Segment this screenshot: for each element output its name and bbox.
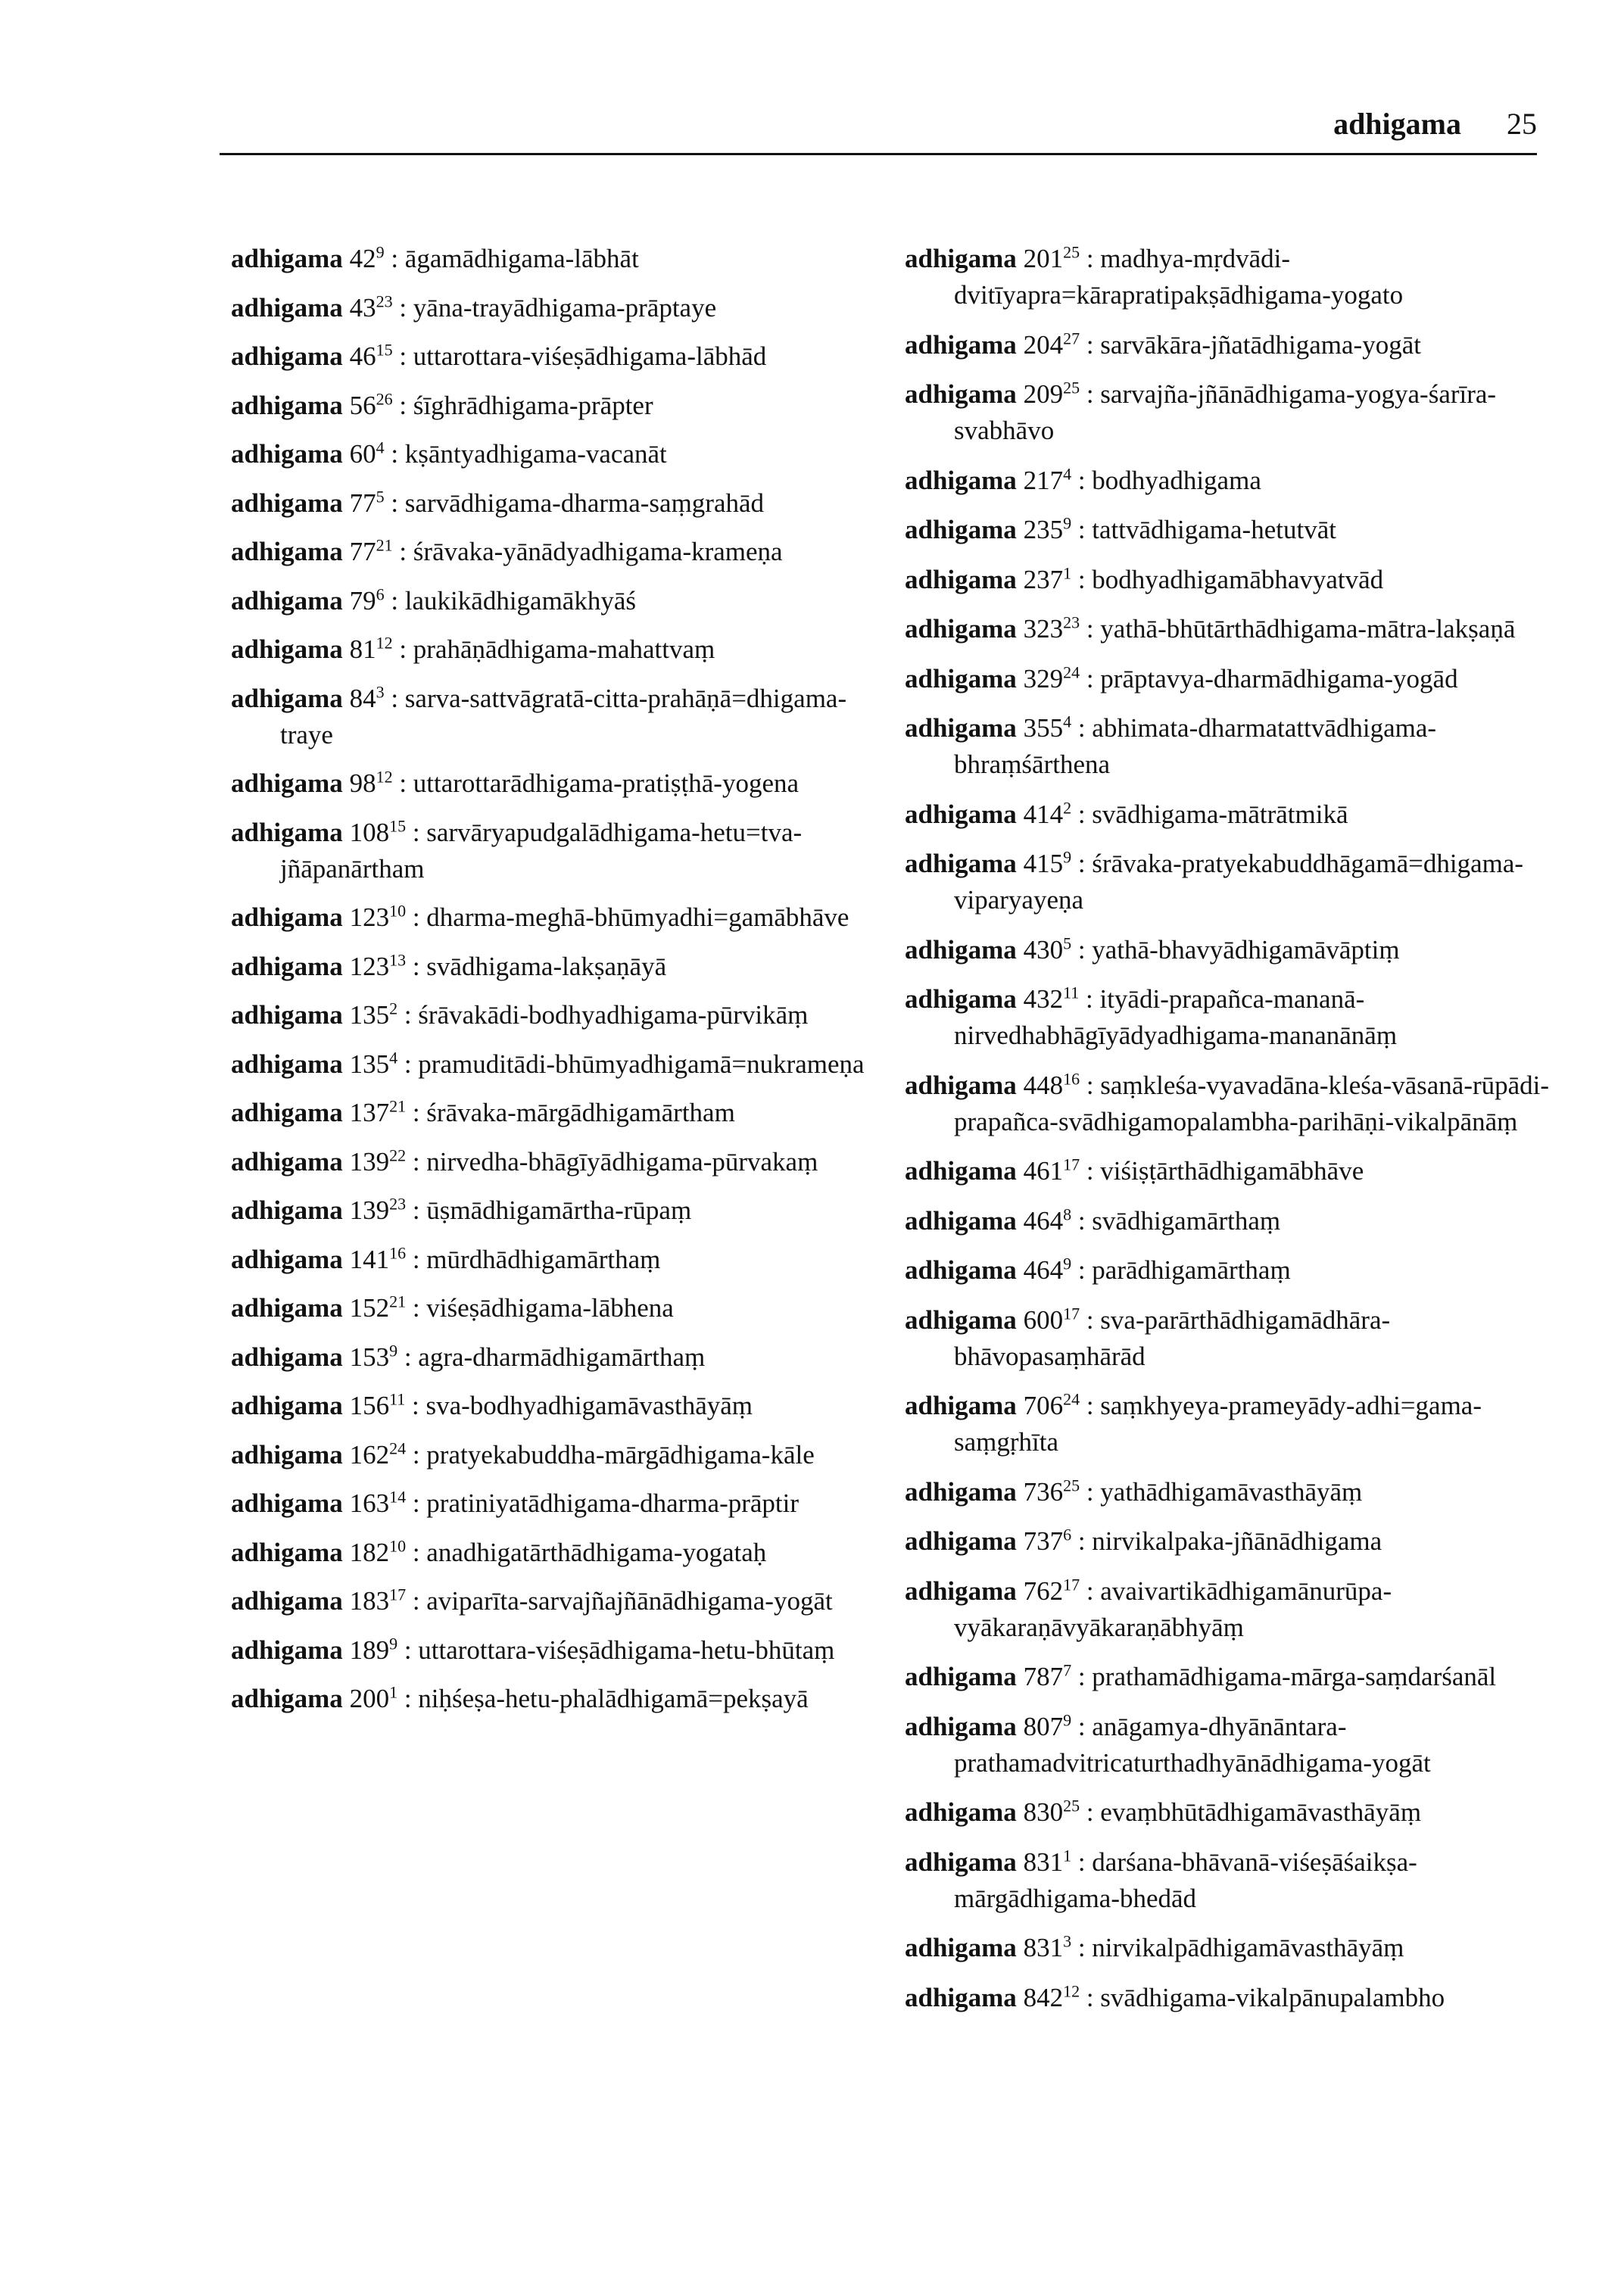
entry-text: pratyekabuddha-mārgādhigama-kāle xyxy=(426,1439,815,1470)
entry-page: 323 xyxy=(1023,614,1064,644)
entry-line-superscript: 7 xyxy=(1063,1660,1072,1680)
entry-text: abhimata-dharmatattvādhigama-bhraṃśārthena xyxy=(954,713,1437,779)
index-entry: adhigama $139^{23}$ : ūṣmādhigamārtha-rūpaṃ xyxy=(231,1194,692,1225)
index-entry: adhigama $432^{11}$ : ityādi-prapañca-mananā-nirvedhabhāgīyādyadhigama-mananānāṃ xyxy=(905,983,1398,1050)
entry-line-superscript: 15 xyxy=(389,815,407,835)
entry-text: svādhigamārthaṃ xyxy=(1092,1205,1281,1236)
index-entry: adhigama $46^{15}$ : uttarottara-viśeṣādhigama-lābhād xyxy=(231,340,767,371)
index-entry: adhigama $430^5$ : yathā-bhavyādhigamāvāptiṃ xyxy=(905,933,1400,965)
index-entry: adhigama $762^{17}$ : avaivartikādhigamānurūpa-vyākaraṇāvyākaraṇābhyāṃ xyxy=(905,1574,1392,1642)
entry-line-superscript: 17 xyxy=(1063,1303,1080,1323)
entry-headword: adhigama xyxy=(905,713,1017,743)
entry-headword: adhigama xyxy=(231,439,343,469)
entry-line-superscript: 27 xyxy=(1063,328,1080,348)
entry-line-superscript: 12 xyxy=(376,633,393,653)
index-entry: adhigama $831^3$ : nirvikalpādhigamāvasthāyāṃ xyxy=(905,1931,1404,1962)
entry-headword: adhigama xyxy=(905,1156,1017,1186)
entry-headword: adhigama xyxy=(905,1933,1017,1962)
entry-page: 137 xyxy=(349,1098,390,1127)
entry-page: 162 xyxy=(349,1439,390,1470)
entry-text: prahāṇādhigama-mahattvaṃ xyxy=(413,634,715,664)
entry-headword: adhigama xyxy=(905,379,1017,409)
entry-line-superscript: 11 xyxy=(1063,983,1080,1002)
entry-page: 464 xyxy=(1023,1255,1064,1285)
entry-headword: adhigama xyxy=(231,1195,343,1225)
index-entry: adhigama $152^{21}$ : viśeṣādhigama-lābhena xyxy=(231,1292,674,1323)
entry-page: 163 xyxy=(349,1488,390,1518)
entry-text: ityādi-prapañca-mananā-nirvedhabhāgīyādyadhigama-mananānāṃ xyxy=(954,984,1398,1050)
entry-text: yathā-bhūtārthādhigama-mātra-lakṣaṇā xyxy=(1100,614,1516,644)
index-entry: adhigama $123^{10}$ : dharma-meghā-bhūmyadhi=gamābhāve xyxy=(231,901,849,932)
entry-line-superscript: 13 xyxy=(389,949,407,969)
entry-line-superscript: 16 xyxy=(389,1242,407,1262)
entry-page: 600 xyxy=(1023,1304,1064,1335)
entry-page: 139 xyxy=(349,1195,390,1225)
entry-line-superscript: 3 xyxy=(1063,1931,1072,1951)
entry-page: 414 xyxy=(1023,799,1064,829)
entry-line-superscript: 12 xyxy=(1063,1981,1080,2000)
entry-line-superscript: 21 xyxy=(376,535,393,555)
entry-line-superscript: 1 xyxy=(389,1682,398,1702)
entry-line-superscript: 25 xyxy=(1063,1475,1080,1495)
index-entry: adhigama $204^{27}$ : sarvākāra-jñatādhigama-yogāt xyxy=(905,328,1421,360)
entry-line-superscript: 10 xyxy=(389,1535,407,1555)
index-entry: adhigama $77^{21}$ : śrāvaka-yānādyadhigama-krameṇa xyxy=(231,535,783,566)
entry-text: bodhyadhigamābhavyatvād xyxy=(1092,564,1384,594)
entry-line-superscript: 9 xyxy=(1063,1710,1072,1729)
entry-headword: adhigama xyxy=(905,1205,1017,1236)
entry-page: 830 xyxy=(1023,1797,1064,1827)
index-entry: adhigama $414^2$ : svādhigama-mātrātmikā xyxy=(905,797,1348,829)
entry-text: yāna-trayādhigama-prāptaye xyxy=(413,292,717,323)
entry-page: 46 xyxy=(349,341,376,371)
index-entry: adhigama $600^{17}$ : sva-parārthādhigamādhāra-bhāvopasaṃhārād xyxy=(905,1303,1391,1371)
index-entry: adhigama $830^{25}$ : evaṃbhūtādhigamāvasthāyāṃ xyxy=(905,1796,1422,1827)
entry-line-superscript: 23 xyxy=(389,1194,407,1214)
entry-line-superscript: 24 xyxy=(1063,1389,1080,1409)
entry-page: 706 xyxy=(1023,1391,1064,1420)
index-entry: adhigama $807^9$ : anāgamya-dhyānāntara-prathamadvitricaturthadhyānādhigama-yogāt xyxy=(905,1710,1431,1778)
index-entry: adhigama $787^7$ : prathamādhigama-mārga-saṃdarśanāl xyxy=(905,1660,1497,1691)
entry-page: 209 xyxy=(1023,379,1064,409)
index-entry: adhigama $84^3$ : sarva-sattvāgratā-citta-prahāṇā=dhigama-traye xyxy=(231,681,847,750)
entry-text: uttarottara-viśeṣādhigama-hetu-bhūtaṃ xyxy=(418,1635,835,1665)
entry-page: 807 xyxy=(1023,1711,1064,1741)
index-entry: adhigama $123^{13}$ : svādhigama-lakṣaṇāyā xyxy=(231,949,667,981)
entry-text: prāptavya-dharmādhigama-yogād xyxy=(1100,663,1458,693)
entry-page: 135 xyxy=(349,1000,390,1030)
entry-text: viśeṣādhigama-lābhena xyxy=(426,1293,674,1323)
entry-headword: adhigama xyxy=(231,390,343,420)
entry-page: 237 xyxy=(1023,564,1064,594)
entry-headword: adhigama xyxy=(231,1391,343,1420)
index-entry: adhigama $156^{11}$ : sva-bodhyadhigamāvasthāyāṃ xyxy=(231,1389,753,1420)
entry-text: śīghrādhigama-prāpter xyxy=(413,390,653,420)
index-entry: adhigama $163^{14}$ : pratiniyatādhigama-dharma-prāptir xyxy=(231,1487,800,1518)
header-rule xyxy=(220,153,1537,155)
entry-page: 430 xyxy=(1023,934,1064,965)
entry-text: sva-parārthādhigamādhāra-bhāvopasaṃhārād xyxy=(954,1304,1391,1371)
entry-text: aviparīta-sarvajñajñānādhigama-yogāt xyxy=(426,1586,833,1616)
index-entry: adhigama $329^{24}$ : prāptavya-dharmādhigama-yogād xyxy=(905,662,1458,693)
entry-headword: adhigama xyxy=(905,614,1017,644)
entry-headword: adhigama xyxy=(231,488,343,518)
entry-line-superscript: 4 xyxy=(1063,712,1072,731)
index-entry: adhigama $182^{10}$ : anadhigatārthādhigama-yogataḥ xyxy=(231,1535,767,1567)
entry-text: śrāvaka-mārgādhigamārtham xyxy=(426,1098,735,1127)
entry-line-superscript: 17 xyxy=(389,1585,407,1604)
index-entry: adhigama $79^6$ : laukikādhigamākhyāś xyxy=(231,584,636,616)
entry-page: 737 xyxy=(1023,1526,1064,1556)
index-entry: adhigama $189^9$ : uttarottara-viśeṣādhigama-hetu-bhūtaṃ xyxy=(231,1633,835,1665)
entry-line-superscript: 2 xyxy=(389,999,398,1018)
entry-page: 77 xyxy=(349,488,376,518)
index-entry: adhigama $448^{16}$ : saṃkleśa-vyavadāna-kleśa-vāsanā-rūpādi-prapañca-svādhigamopalambha-parihāṇi-vikalpānāṃ xyxy=(905,1068,1550,1136)
index-entry: adhigama $108^{15}$ : sarvāryapudgalādhigama-hetu=tva-jñāpanārtham xyxy=(231,815,803,884)
entry-headword: adhigama xyxy=(905,1391,1017,1420)
entry-line-superscript: 11 xyxy=(389,1389,406,1409)
entry-line-superscript: 4 xyxy=(376,438,385,457)
entry-text: śrāvaka-pratyekabuddhāgamā=dhigama-viparyayeṇa xyxy=(954,849,1524,915)
entry-line-superscript: 9 xyxy=(1063,847,1072,867)
entry-line-superscript: 22 xyxy=(389,1145,407,1164)
entry-page: 415 xyxy=(1023,849,1064,878)
entry-page: 123 xyxy=(349,951,390,981)
index-entry: adhigama $162^{24}$ : pratyekabuddha-mārgādhigama-kāle xyxy=(231,1438,815,1470)
entry-headword: adhigama xyxy=(905,1476,1017,1507)
entry-headword: adhigama xyxy=(905,1526,1017,1556)
entry-headword: adhigama xyxy=(231,585,343,616)
index-entry: adhigama $98^{12}$ : uttarottarādhigama-pratiṣṭhā-yogena xyxy=(231,767,800,798)
entry-line-superscript: 25 xyxy=(1063,378,1080,397)
entry-line-superscript: 15 xyxy=(376,340,393,360)
entry-text: kṣāntyadhigama-vacanāt xyxy=(404,439,667,469)
entry-page: 141 xyxy=(349,1244,390,1274)
index-entry: adhigama $461^{17}$ : viśiṣṭārthādhigamābhāve xyxy=(905,1155,1364,1186)
entry-page: 42 xyxy=(349,244,376,273)
entry-headword: adhigama xyxy=(905,1982,1017,2012)
index-entry: adhigama $237^1$ : bodhyadhigamābhavyatvād xyxy=(905,563,1384,594)
entry-line-superscript: 9 xyxy=(389,1340,398,1360)
entry-page: 182 xyxy=(349,1537,390,1567)
entry-page: 762 xyxy=(1023,1576,1064,1606)
entry-text: śrāvakādi-bodhyadhigama-pūrvikāṃ xyxy=(418,1000,809,1030)
entry-headword: adhigama xyxy=(905,663,1017,693)
right-column xyxy=(905,241,1556,2029)
entry-line-superscript: 9 xyxy=(389,1633,398,1653)
entry-text: niḥśeṣa-hetu-phalādhigamā=pekṣayā xyxy=(418,1684,809,1713)
entry-line-superscript: 1 xyxy=(1063,1845,1072,1865)
entry-line-superscript: 2 xyxy=(1063,797,1072,817)
entry-page: 98 xyxy=(349,768,376,798)
entry-text: viśiṣṭārthādhigamābhāve xyxy=(1100,1156,1364,1186)
index-entry: adhigama $135^2$ : śrāvakādi-bodhyadhigama-pūrvikāṃ xyxy=(231,999,809,1030)
entry-line-superscript: 4 xyxy=(389,1047,398,1067)
entry-page: 84 xyxy=(349,683,376,713)
entry-page: 461 xyxy=(1023,1156,1064,1186)
index-entry: adhigama $43^{23}$ : yāna-trayādhigama-prāptaye xyxy=(231,291,717,323)
entry-headword: adhigama xyxy=(905,1304,1017,1335)
entry-headword: adhigama xyxy=(231,1537,343,1567)
entry-line-superscript: 9 xyxy=(1063,513,1072,533)
entry-headword: adhigama xyxy=(905,1797,1017,1827)
index-entry: adhigama $736^{25}$ : yathādhigamāvasthāyāṃ xyxy=(905,1475,1363,1507)
entry-text: āgamādhigama-lābhāt xyxy=(404,244,639,273)
entry-text: sarvāryapudgalādhigama-hetu=tva-jñāpanārtham xyxy=(280,817,803,884)
entry-headword: adhigama xyxy=(231,951,343,981)
index-entry: adhigama $183^{17}$ : aviparīta-sarvajñajñānādhigama-yogāt xyxy=(231,1585,833,1616)
entry-headword: adhigama xyxy=(231,244,343,273)
entry-line-superscript: 3 xyxy=(376,681,385,701)
entry-page: 736 xyxy=(1023,1476,1064,1507)
entry-page: 108 xyxy=(349,817,390,847)
entry-page: 81 xyxy=(349,634,376,664)
entry-page: 201 xyxy=(1023,244,1064,273)
entry-text: mūrdhādhigamārthaṃ xyxy=(426,1244,661,1274)
entry-headword: adhigama xyxy=(905,799,1017,829)
entry-page: 123 xyxy=(349,902,390,932)
entry-line-superscript: 6 xyxy=(376,584,385,603)
entry-line-superscript: 24 xyxy=(389,1438,407,1457)
entry-text: uttarottarādhigama-pratiṣṭhā-yogena xyxy=(413,768,800,798)
entry-text: yathādhigamāvasthāyāṃ xyxy=(1100,1476,1363,1507)
entry-text: sarvādhigama-dharma-saṃgrahād xyxy=(404,488,765,518)
entry-headword: adhigama xyxy=(231,902,343,932)
entry-headword: adhigama xyxy=(231,1000,343,1030)
entry-page: 432 xyxy=(1023,984,1064,1014)
index-entry: adhigama $706^{24}$ : saṃkhyeya-prameyādy-adhi=gama-saṃgṛhīta xyxy=(905,1389,1482,1457)
entry-text: uttarottara-viśeṣādhigama-lābhād xyxy=(413,341,767,371)
entry-page: 329 xyxy=(1023,663,1064,693)
index-entry: adhigama $141^{16}$ : mūrdhādhigamārthaṃ xyxy=(231,1242,661,1274)
entry-line-superscript: 23 xyxy=(1063,612,1080,632)
entry-page: 139 xyxy=(349,1146,390,1177)
entry-headword: adhigama xyxy=(905,564,1017,594)
entry-line-superscript: 4 xyxy=(1063,463,1072,483)
entry-text: darśana-bhāvanā-viśeṣāśaikṣa-mārgādhigama-bhedād xyxy=(954,1847,1417,1913)
entry-text: nirvikalpaka-jñānādhigama xyxy=(1092,1526,1382,1556)
entry-line-superscript: 21 xyxy=(389,1096,407,1116)
entry-page: 60 xyxy=(349,439,376,469)
header-word: adhigama xyxy=(1333,107,1461,141)
index-entry: adhigama $42^9$ : āgamādhigama-lābhāt xyxy=(231,242,639,273)
entry-text: svādhigama-mātrātmikā xyxy=(1092,799,1348,829)
entry-line-superscript: 23 xyxy=(376,291,393,310)
entry-page: 183 xyxy=(349,1586,390,1616)
entry-text: yathā-bhavyādhigamāvāptiṃ xyxy=(1092,934,1400,965)
entry-page: 831 xyxy=(1023,1847,1064,1877)
index-entry: adhigama $135^4$ : pramuditādi-bhūmyadhigamā=nukrameṇa xyxy=(231,1047,865,1079)
entry-line-superscript: 17 xyxy=(1063,1574,1080,1594)
entry-headword: adhigama xyxy=(231,341,343,371)
entry-page: 204 xyxy=(1023,329,1064,360)
entry-text: sarvajña-jñānādhigama-yogya-śarīra-svabhāvo xyxy=(954,379,1497,445)
entry-headword: adhigama xyxy=(905,1662,1017,1691)
entry-line-superscript: 5 xyxy=(1063,933,1072,952)
index-entry: adhigama $81^{12}$ : prahāṇādhigama-mahattvaṃ xyxy=(231,633,715,664)
entry-text: saṃkhyeya-prameyādy-adhi=gama-saṃgṛhīta xyxy=(954,1391,1482,1457)
entry-headword: adhigama xyxy=(231,1293,343,1323)
index-entry: adhigama $323^{23}$ : yathā-bhūtārthādhigama-mātra-lakṣaṇā xyxy=(905,612,1516,644)
entry-page: 842 xyxy=(1023,1982,1064,2012)
index-entry: adhigama $153^9$ : agra-dharmādhigamārthaṃ xyxy=(231,1340,706,1372)
entry-page: 200 xyxy=(349,1684,390,1713)
entry-headword: adhigama xyxy=(905,1847,1017,1877)
entry-headword: adhigama xyxy=(905,1255,1017,1285)
entry-headword: adhigama xyxy=(231,1439,343,1470)
entry-text: sva-bodhyadhigamāvasthāyāṃ xyxy=(425,1391,753,1420)
entry-headword: adhigama xyxy=(905,984,1017,1014)
index-entry: adhigama $355^4$ : abhimata-dharmatattvādhigama-bhraṃśārthena xyxy=(905,712,1437,779)
index-entry: adhigama $842^{12}$ : svādhigama-vikalpānupalambho xyxy=(905,1981,1445,2012)
index-entry: adhigama $200^1$ : niḥśeṣa-hetu-phalādhigamā=pekṣayā xyxy=(231,1682,809,1713)
entry-page: 153 xyxy=(349,1342,390,1372)
entry-text: prathamādhigama-mārga-saṃdarśanāl xyxy=(1092,1662,1497,1691)
entry-line-superscript: 26 xyxy=(376,388,393,408)
running-header xyxy=(220,106,1537,142)
entry-line-superscript: 10 xyxy=(389,901,407,921)
entry-headword: adhigama xyxy=(231,817,343,847)
entry-headword: adhigama xyxy=(231,1684,343,1713)
entry-text: madhya-mṛdvādi-dvitīyapra=kārapratipakṣādhigama-yogato xyxy=(954,244,1404,310)
entry-page: 448 xyxy=(1023,1070,1064,1100)
entry-page: 787 xyxy=(1023,1662,1064,1691)
index-entry: adhigama $56^{26}$ : śīghrādhigama-prāpter xyxy=(231,388,653,420)
entry-line-superscript: 14 xyxy=(389,1487,407,1507)
entry-headword: adhigama xyxy=(231,292,343,323)
index-entry: adhigama $464^8$ : svādhigamārthaṃ xyxy=(905,1204,1281,1236)
entry-text: agra-dharmādhigamārthaṃ xyxy=(418,1342,706,1372)
entry-text: svādhigama-vikalpānupalambho xyxy=(1100,1982,1445,2012)
entry-headword: adhigama xyxy=(231,1098,343,1127)
index-entry: adhigama $77^5$ : sarvādhigama-dharma-saṃgrahād xyxy=(231,486,765,518)
entry-headword: adhigama xyxy=(905,849,1017,878)
entry-line-superscript: 6 xyxy=(1063,1525,1072,1544)
entry-line-superscript: 17 xyxy=(1063,1155,1080,1174)
entry-headword: adhigama xyxy=(905,1711,1017,1741)
entry-text: ūṣmādhigamārtha-rūpaṃ xyxy=(426,1195,692,1225)
entry-page: 156 xyxy=(349,1391,390,1420)
entry-text: nirvedha-bhāgīyādhigama-pūrvakaṃ xyxy=(426,1146,818,1177)
entry-line-superscript: 1 xyxy=(1063,563,1072,582)
entry-line-superscript: 12 xyxy=(376,767,393,787)
entry-page: 355 xyxy=(1023,713,1064,743)
left-column xyxy=(231,241,897,1730)
entry-line-superscript: 9 xyxy=(376,242,385,262)
entry-text: saṃkleśa-vyavadāna-kleśa-vāsanā-rūpādi-prapañca-svādhigamopalambha-parihāṇi-vikalpānāṃ xyxy=(954,1070,1550,1136)
entry-headword: adhigama xyxy=(231,537,343,566)
entry-headword: adhigama xyxy=(231,1146,343,1177)
entry-headword: adhigama xyxy=(231,1635,343,1665)
entry-text: sarva-sattvāgratā-citta-prahāṇā=dhigama-traye xyxy=(280,683,847,750)
entry-text: anadhigatārthādhigama-yogataḥ xyxy=(426,1537,767,1567)
index-entry: adhigama $217^4$ : bodhyadhigama xyxy=(905,463,1261,495)
entry-headword: adhigama xyxy=(231,1342,343,1372)
entry-page: 56 xyxy=(349,390,376,420)
entry-headword: adhigama xyxy=(905,934,1017,965)
entry-page: 43 xyxy=(349,292,376,323)
entry-line-superscript: 9 xyxy=(1063,1254,1072,1273)
entry-text: bodhyadhigama xyxy=(1092,465,1261,495)
index-entry: adhigama $831^1$ : darśana-bhāvanā-viśeṣāśaikṣa-mārgādhigama-bhedād xyxy=(905,1845,1417,1913)
entry-text: anāgamya-dhyānāntara-prathamadvitricaturthadhyānādhigama-yogāt xyxy=(954,1711,1431,1778)
entry-headword: adhigama xyxy=(231,1244,343,1274)
entry-text: avaivartikādhigamānurūpa-vyākaraṇāvyākaraṇābhyāṃ xyxy=(954,1576,1392,1642)
entry-text: svādhigama-lakṣaṇāyā xyxy=(426,951,667,981)
entry-text: tattvādhigama-hetutvāt xyxy=(1092,515,1336,544)
entry-line-superscript: 8 xyxy=(1063,1204,1072,1223)
entry-headword: adhigama xyxy=(905,1576,1017,1606)
entry-text: laukikādhigamākhyāś xyxy=(404,585,636,616)
entry-page: 189 xyxy=(349,1635,390,1665)
entry-text: nirvikalpādhigamāvasthāyāṃ xyxy=(1092,1933,1404,1962)
index-entry: adhigama $464^9$ : parādhigamārthaṃ xyxy=(905,1254,1291,1285)
entry-headword: adhigama xyxy=(231,634,343,664)
entry-page: 464 xyxy=(1023,1205,1064,1236)
entry-headword: adhigama xyxy=(231,768,343,798)
entry-text: evaṃbhūtādhigamāvasthāyāṃ xyxy=(1100,1797,1422,1827)
entry-page: 831 xyxy=(1023,1933,1064,1962)
entry-text: pramuditādi-bhūmyadhigamā=nukrameṇa xyxy=(418,1049,865,1079)
entry-page: 235 xyxy=(1023,515,1064,544)
entry-page: 77 xyxy=(349,537,376,566)
entry-line-superscript: 24 xyxy=(1063,662,1080,681)
entry-line-superscript: 16 xyxy=(1063,1068,1080,1088)
entry-line-superscript: 25 xyxy=(1063,1796,1080,1816)
entry-headword: adhigama xyxy=(905,244,1017,273)
index-entry: adhigama $201^{25}$ : madhya-mṛdvādi-dvitīyapra=kārapratipakṣādhigama-yogato xyxy=(905,242,1404,310)
entry-text: parādhigamārthaṃ xyxy=(1092,1255,1291,1285)
entry-headword: adhigama xyxy=(905,515,1017,544)
entry-headword: adhigama xyxy=(231,1488,343,1518)
entry-line-superscript: 5 xyxy=(376,486,385,506)
entry-text: dharma-meghā-bhūmyadhi=gamābhāve xyxy=(426,902,849,932)
index-entry: adhigama $415^9$ : śrāvaka-pratyekabuddhāgamā=dhigama-viparyayeṇa xyxy=(905,847,1524,915)
index-entry: adhigama $209^{25}$ : sarvajña-jñānādhigama-yogya-śarīra-svabhāvo xyxy=(905,378,1497,445)
entry-headword: adhigama xyxy=(905,1070,1017,1100)
index-entry: adhigama $60^4$ : kṣāntyadhigama-vacanāt xyxy=(231,438,667,469)
index-entry: adhigama $737^6$ : nirvikalpaka-jñānādhigama xyxy=(905,1525,1382,1556)
entry-page: 217 xyxy=(1023,465,1064,495)
entry-text: pratiniyatādhigama-dharma-prāptir xyxy=(426,1488,800,1518)
entry-page: 79 xyxy=(349,585,376,616)
entry-text: śrāvaka-yānādyadhigama-krameṇa xyxy=(413,537,783,566)
entry-text: sarvākāra-jñatādhigama-yogāt xyxy=(1100,329,1421,360)
entry-page: 135 xyxy=(349,1049,390,1079)
entry-headword: adhigama xyxy=(905,329,1017,360)
entry-headword: adhigama xyxy=(231,683,343,713)
entry-headword: adhigama xyxy=(231,1586,343,1616)
index-entry: adhigama $235^9$ : tattvādhigama-hetutvāt xyxy=(905,513,1336,544)
entry-headword: adhigama xyxy=(231,1049,343,1079)
index-entry: adhigama $137^{21}$ : śrāvaka-mārgādhigamārtham xyxy=(231,1096,735,1127)
entry-headword: adhigama xyxy=(905,465,1017,495)
page-number: 25 xyxy=(1507,107,1537,141)
index-entry: adhigama $139^{22}$ : nirvedha-bhāgīyādhigama-pūrvakaṃ xyxy=(231,1145,818,1177)
entry-line-superscript: 25 xyxy=(1063,242,1080,262)
entry-page: 152 xyxy=(349,1293,390,1323)
entry-line-superscript: 21 xyxy=(389,1292,407,1311)
